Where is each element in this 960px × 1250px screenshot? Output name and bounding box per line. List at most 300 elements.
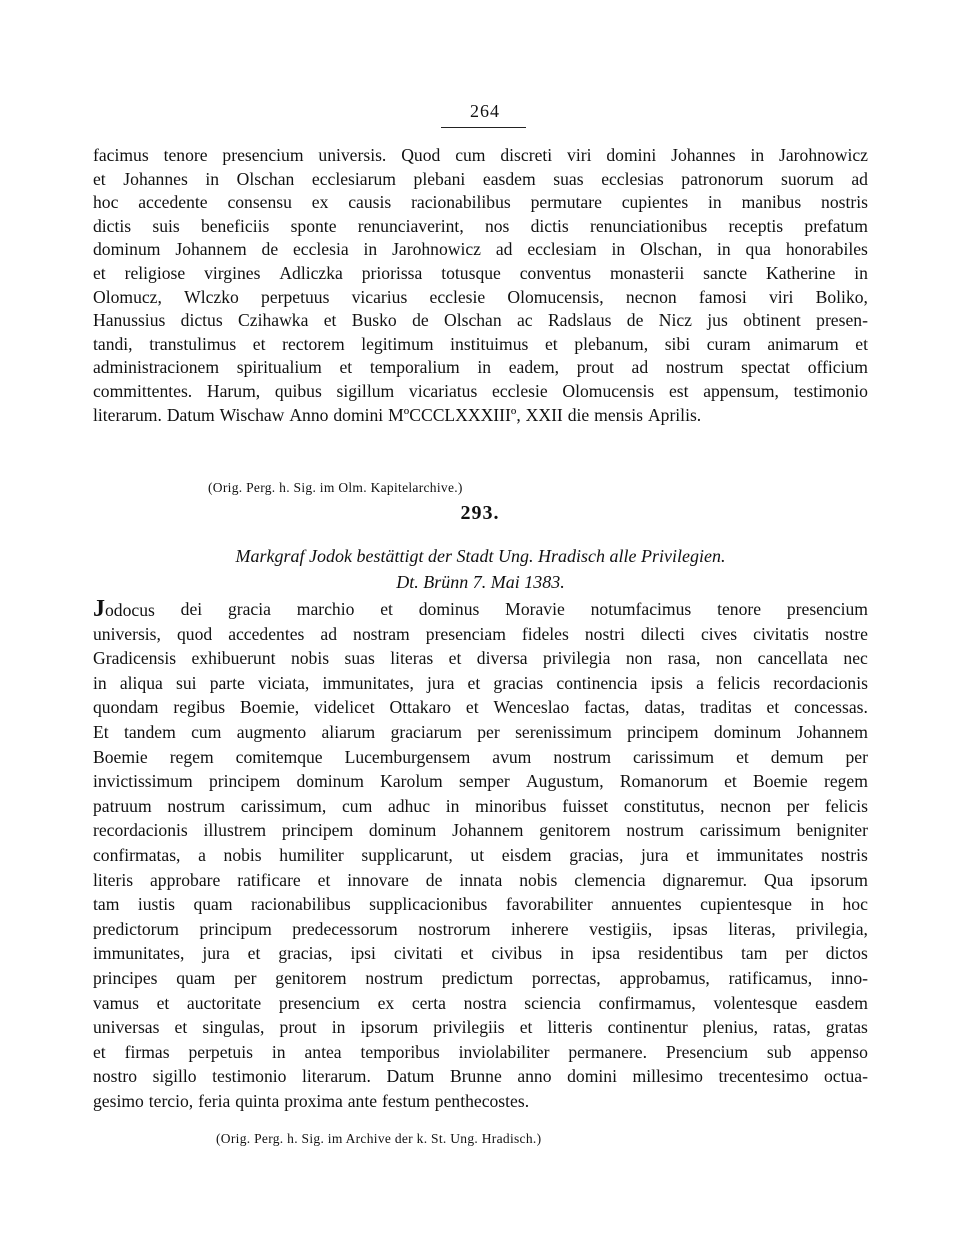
word: comitemque: [235, 746, 323, 767]
word: festum: [381, 1091, 430, 1111]
text-line: [93, 1089, 868, 1114]
word: literarum.: [93, 404, 162, 425]
word: Nicz: [658, 310, 692, 331]
word: universis,: [93, 623, 161, 644]
word: dominus: [418, 599, 480, 619]
word: factas,: [584, 697, 630, 718]
word: carissimum: [632, 746, 715, 767]
word: manibus: [741, 192, 802, 213]
word: confirmamus,: [598, 992, 696, 1013]
word: dominum: [296, 771, 364, 792]
word: ipsi: [350, 943, 376, 964]
word: patruum: [93, 795, 152, 816]
word: cum: [341, 795, 373, 816]
word: appenso: [810, 1041, 868, 1062]
word: permutare: [530, 192, 602, 213]
word: administracionem: [93, 357, 220, 378]
word: Olschan: [236, 168, 295, 189]
word: spiritualium: [236, 357, 322, 378]
word: rectorem: [282, 333, 345, 354]
word: a: [696, 672, 704, 693]
word: instituimus: [450, 333, 529, 354]
word: sui: [176, 672, 197, 693]
word: ecclesiarum: [311, 168, 396, 189]
word: avum: [492, 746, 532, 767]
word: consensu: [227, 192, 292, 213]
text-line: [93, 332, 868, 357]
word: vicarius: [351, 286, 408, 307]
word: renunciationibus: [589, 215, 708, 236]
word: Olomucz,: [93, 286, 162, 307]
word: et: [467, 672, 481, 693]
word: eadem,: [508, 357, 560, 378]
word: viri: [567, 145, 592, 165]
text-line: [93, 237, 868, 262]
word: nostri: [584, 623, 625, 644]
word: immunitates: [716, 845, 804, 865]
word: et: [724, 771, 737, 792]
word: nec: [843, 648, 868, 669]
word: causis: [348, 192, 392, 213]
word: felicis: [824, 795, 868, 816]
word: innata: [459, 869, 503, 890]
word: testimonio: [212, 1066, 287, 1087]
word: qua: [745, 239, 771, 260]
word: et: [855, 333, 868, 354]
word: presencium: [278, 992, 360, 1013]
word: tenore: [717, 599, 762, 619]
text-line: [93, 991, 868, 1016]
word: sciencia: [524, 992, 581, 1013]
word: et: [448, 648, 462, 669]
word: per: [477, 722, 500, 742]
word: approbare: [150, 869, 221, 890]
word: animarum: [767, 333, 839, 354]
word: et: [323, 310, 337, 331]
word: in: [810, 894, 825, 915]
word: officium: [807, 357, 868, 378]
word: feria: [198, 1091, 231, 1111]
word: inviolabiliter: [458, 1041, 550, 1062]
word: ipsis: [650, 672, 683, 693]
word: honorabiles: [785, 239, 868, 260]
word: Wlczko: [184, 286, 239, 307]
word: Jarohnowicz: [392, 239, 481, 260]
word: viciata,: [258, 672, 310, 693]
word: Karolum: [380, 771, 443, 792]
word: tam: [93, 894, 120, 915]
word: aliarum: [321, 722, 376, 742]
word: et: [519, 1017, 533, 1038]
text-line: [93, 285, 868, 310]
word: ante: [347, 1091, 378, 1111]
word: gracias: [493, 672, 544, 693]
word: civitati: [393, 943, 443, 964]
word: in: [93, 672, 107, 693]
word: literarum.: [302, 1066, 371, 1087]
word: Brunne: [449, 1066, 502, 1087]
word: dictos: [825, 943, 868, 964]
word: Lucemburgensem: [344, 746, 471, 767]
word: hoc: [842, 894, 868, 915]
word: Gradicensis: [93, 648, 177, 669]
word: videlicet: [314, 697, 375, 718]
word: et: [736, 746, 749, 767]
word: in: [331, 1017, 346, 1038]
word: cum: [191, 722, 222, 742]
word: fuisset: [562, 795, 609, 816]
word: jura: [427, 672, 455, 693]
word: tam: [741, 943, 768, 964]
word: traditas: [699, 697, 752, 718]
word: et: [460, 943, 474, 964]
word: Jodocus: [93, 596, 155, 622]
word: nostre: [824, 623, 868, 644]
word: Johannem: [175, 239, 247, 260]
text-line: [93, 966, 868, 991]
word: fideles: [521, 623, 569, 644]
word: Olomucensis: [562, 381, 655, 401]
word: et: [174, 1017, 188, 1038]
word: serenissimum: [515, 722, 612, 742]
word: ad: [851, 168, 868, 189]
word: in: [854, 263, 868, 283]
word: favorabiliter: [505, 894, 593, 915]
word: Busko: [351, 310, 397, 331]
word: predecessorum: [292, 918, 398, 939]
word: easdem: [482, 168, 536, 189]
word: ratificamus,: [728, 968, 813, 988]
word: Datum: [386, 1066, 435, 1087]
word: aliqua: [119, 672, 163, 693]
word: virgines: [204, 263, 261, 283]
word: continentur: [607, 1017, 688, 1038]
word: universis.: [318, 145, 387, 165]
word: privilegia,: [796, 918, 868, 939]
word: inherere: [510, 918, 569, 939]
word: racionabilibus: [411, 192, 511, 213]
text-line: [93, 892, 868, 917]
word: perpetuus: [261, 286, 330, 307]
word: cum: [455, 145, 486, 165]
word: sub: [766, 1041, 792, 1062]
word: genitorem: [275, 968, 347, 988]
word: residentibus: [638, 943, 724, 964]
word: literis: [93, 869, 134, 890]
word: ut: [470, 845, 485, 865]
word: et: [93, 263, 106, 283]
word: recordacionis: [93, 820, 188, 841]
word: Boemie,: [240, 697, 300, 718]
word: universas: [93, 1017, 160, 1038]
word: presencium: [786, 599, 868, 619]
word: octua-: [823, 1066, 868, 1087]
word: predictorum: [93, 918, 179, 939]
word: ac: [516, 310, 533, 331]
word: monasterii: [609, 263, 685, 283]
word: Boemie: [93, 746, 148, 767]
word: inno-: [830, 968, 868, 988]
word: plenius,: [702, 1017, 759, 1038]
word: ad: [320, 623, 338, 644]
word: ecclesias: [601, 168, 664, 189]
word: per: [234, 968, 257, 988]
word: regem: [169, 746, 214, 767]
text-line: [93, 868, 868, 893]
word: cives: [700, 623, 738, 644]
word: quam: [193, 894, 233, 915]
word: per: [785, 943, 808, 964]
word: annuentes: [611, 894, 682, 915]
word: nos: [484, 215, 510, 236]
word: sigillum: [336, 381, 395, 401]
word: literas,: [728, 918, 776, 939]
text-line: [93, 379, 868, 404]
word: ecclesie: [429, 286, 486, 307]
word: semper: [458, 771, 510, 792]
word: illustrem: [203, 820, 267, 841]
page-number: 264: [470, 101, 500, 121]
word: millesimo: [632, 1066, 703, 1087]
word: et: [339, 357, 353, 378]
word: sibi: [664, 333, 691, 354]
word: discreti: [500, 145, 553, 165]
word: suas: [553, 168, 584, 189]
word: vicariatus: [408, 381, 478, 401]
text-line: [93, 695, 868, 720]
word: cupientesque: [700, 894, 792, 915]
word: beneficiis: [200, 215, 270, 236]
word: rasa,: [667, 648, 701, 669]
word: predictum: [441, 968, 514, 988]
word: Presencium: [665, 1041, 749, 1062]
word: adhuc: [388, 795, 431, 816]
word: viri: [769, 286, 794, 307]
word: et: [317, 869, 331, 890]
word: Qua: [763, 869, 794, 890]
word: curam: [706, 333, 751, 354]
word: supplicarunt,: [361, 845, 453, 865]
word: carissimum,: [240, 795, 327, 816]
word: in: [445, 795, 460, 816]
word: Johannes: [671, 145, 736, 165]
word: obtinent: [743, 310, 801, 331]
word: ad: [631, 357, 649, 378]
word: gesimo: [93, 1091, 144, 1111]
word: Harum,: [206, 381, 261, 401]
word: gratas: [825, 1017, 868, 1038]
word: nostra: [463, 992, 507, 1013]
word: totusque: [441, 263, 501, 283]
word: cupientes: [621, 192, 689, 213]
word: confirmatas,: [93, 845, 181, 865]
word: Boemie: [753, 771, 808, 792]
word: Datum: [166, 404, 215, 425]
text-line: [93, 403, 868, 428]
word: de: [626, 310, 644, 331]
text-line: [93, 769, 868, 794]
text-line: [93, 843, 868, 868]
text-line: [93, 671, 868, 696]
word: dominum: [368, 820, 437, 841]
word: XXII: [525, 404, 563, 425]
word: racionabilibus: [251, 894, 351, 915]
word: ratificare: [237, 869, 301, 890]
word: et: [247, 943, 261, 964]
word: Et: [93, 722, 109, 742]
word: literas: [390, 648, 434, 669]
text-line: [93, 1064, 868, 1089]
word: Wenceslao: [493, 697, 570, 718]
word: quod: [176, 623, 213, 644]
word: domini: [606, 145, 657, 165]
word: nostris: [821, 192, 868, 213]
document-source-note: (Orig. Perg. h. Sig. im Archive der k. St. Ung. Hradisch.): [216, 1131, 542, 1146]
word: Radslaus: [547, 310, 612, 331]
word: principes: [93, 968, 158, 988]
word: prefatum: [804, 215, 868, 236]
word: dei: [180, 599, 203, 619]
word: nostris: [820, 845, 868, 865]
word: et: [380, 599, 393, 619]
word: clemencia: [574, 869, 646, 890]
word: vamus: [93, 992, 139, 1013]
word: nostrum: [365, 968, 424, 988]
word: a: [198, 845, 206, 865]
word: accedentes: [228, 623, 305, 644]
word: penthecostes.: [434, 1091, 530, 1111]
word: immunitates,: [322, 672, 414, 693]
word: in: [363, 239, 378, 260]
word: principem: [208, 771, 281, 792]
word: innovare: [347, 869, 409, 890]
word: de: [261, 239, 279, 260]
word: sancte: [703, 263, 748, 283]
word: ipsas: [672, 918, 708, 939]
word: benigniter: [796, 820, 868, 841]
word: nobis: [519, 869, 558, 890]
word: jura: [202, 943, 230, 964]
text-line: [93, 167, 868, 192]
word: tandi,: [93, 333, 133, 354]
word: datas,: [644, 697, 685, 718]
word: non: [625, 648, 653, 669]
word: hoc: [93, 192, 119, 213]
word: tercio,: [148, 1091, 194, 1111]
word: diversa: [476, 648, 528, 669]
word: ipsa: [591, 943, 621, 964]
word: carissimum: [699, 820, 781, 841]
text-line: [93, 261, 868, 286]
word: Olomucensis,: [507, 286, 604, 307]
word: proxima: [284, 1091, 343, 1111]
text-line: [93, 190, 868, 215]
word: presen-: [816, 310, 868, 331]
text-line: [93, 646, 868, 671]
word: patronorum: [681, 168, 764, 189]
document-title: Markgraf Jodok bestättigt der Stadt Ung. Hradisch alle Privilegien.: [235, 546, 726, 566]
word: suas: [344, 648, 375, 669]
word: dictis: [530, 215, 569, 236]
word: dictus: [180, 310, 223, 331]
word: permanere.: [568, 1041, 648, 1062]
word: vestigiis,: [589, 918, 653, 939]
word: nostrum: [167, 795, 226, 816]
word: temporalium: [369, 357, 460, 378]
word: famosi: [698, 286, 747, 307]
word: singulas,: [202, 1017, 265, 1038]
page-number-rule: [441, 127, 526, 128]
word: Boliko,: [815, 286, 868, 307]
word: prout: [576, 357, 614, 378]
word: certa: [411, 992, 446, 1013]
word: graciarum: [390, 722, 462, 742]
text-line: [93, 597, 868, 622]
word: ipsorum: [360, 1017, 419, 1038]
word: spectat: [741, 357, 791, 378]
word: concessas.: [794, 697, 868, 718]
word: recordacionis: [773, 672, 868, 693]
word: in: [271, 1041, 286, 1062]
word: per: [845, 746, 868, 767]
word: augmento: [236, 722, 307, 742]
word: gracia: [227, 599, 271, 619]
word: principum: [199, 918, 272, 939]
word: in: [560, 943, 574, 964]
word: eisdem: [501, 845, 552, 865]
word: Ottakaro: [389, 697, 452, 718]
text-line: [93, 941, 868, 966]
word: ipsorum: [810, 869, 868, 890]
document-date: Dt. Brünn 7. Mai 1383.: [396, 572, 565, 592]
word: invictissimum: [93, 771, 193, 792]
word: regem: [823, 771, 868, 792]
word: litteris: [547, 1017, 593, 1038]
word: Jarohnowicz: [779, 145, 868, 165]
word: nostrum: [665, 357, 724, 378]
word: porrectas,: [531, 968, 601, 988]
word: testimonio: [793, 381, 868, 401]
word: privilegiis: [433, 1017, 505, 1038]
word: jura: [641, 845, 669, 865]
word: die: [567, 404, 590, 425]
word: nobis: [290, 648, 330, 669]
word: et: [766, 697, 780, 718]
word: quondam: [93, 697, 159, 718]
word: nostrorum: [418, 918, 491, 939]
word: auctoritate: [186, 992, 262, 1013]
word: ecclesia: [292, 239, 349, 260]
word: facimus: [93, 145, 149, 165]
word: quinta: [235, 1091, 280, 1111]
word: dictis: [93, 215, 132, 236]
previous-source-note: (Orig. Perg. h. Sig. im Olm. Kapitelarchive.): [208, 480, 463, 495]
word: Johannem: [452, 820, 524, 841]
word: necnon: [720, 795, 772, 816]
word: sigillo: [152, 1066, 197, 1087]
word: et: [252, 333, 266, 354]
word: religiose: [124, 263, 186, 283]
word: MºCCCLXXXIIIº,: [388, 404, 521, 425]
word: felicis: [717, 672, 761, 693]
word: Olschan: [444, 310, 502, 331]
word: in: [708, 192, 722, 213]
word: ratas,: [773, 1017, 811, 1038]
word: domini: [567, 1066, 617, 1087]
word: priorissa: [361, 263, 423, 283]
word: minoribus: [475, 795, 547, 816]
word: prout: [279, 1017, 317, 1038]
